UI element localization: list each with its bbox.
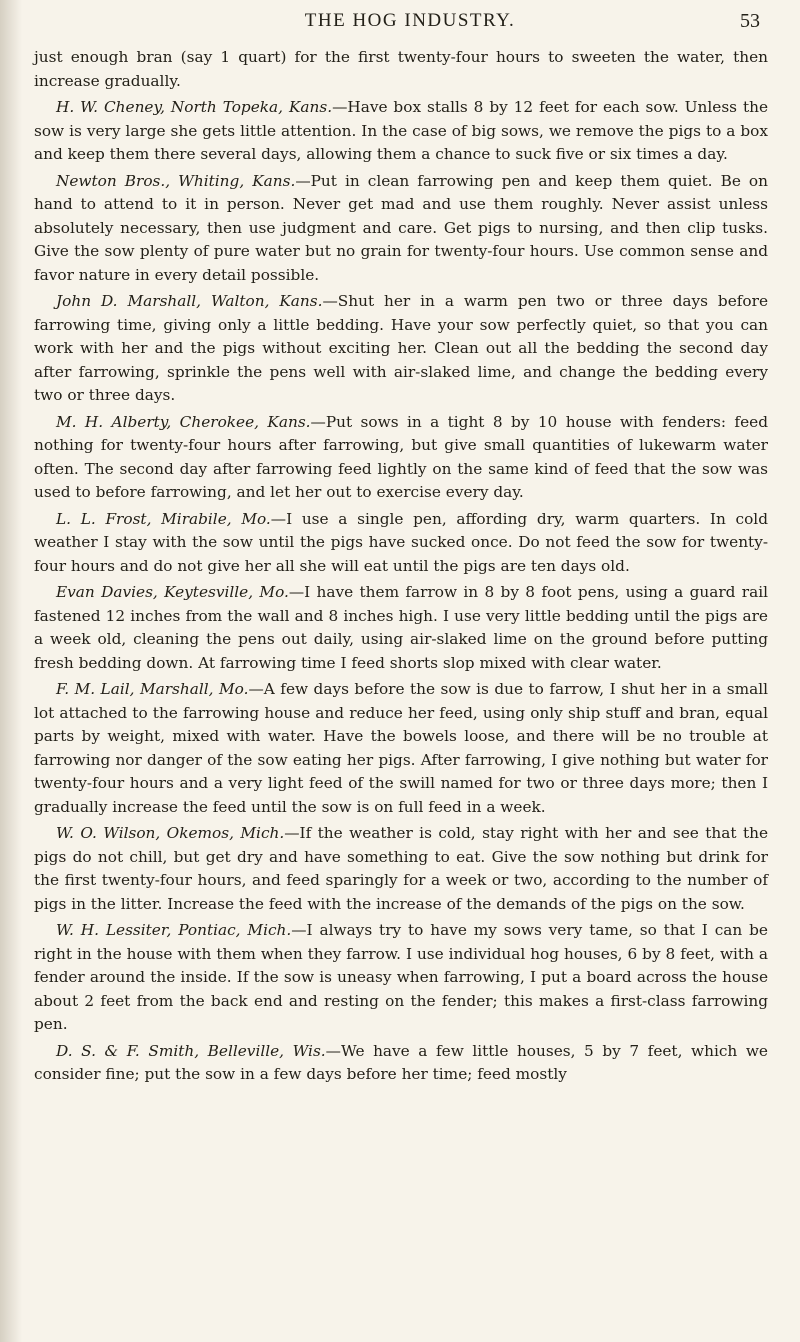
page-body <box>34 46 768 1090</box>
entry-paragraph <box>34 581 768 675</box>
entry-paragraph <box>34 1040 768 1087</box>
paragraph-text: —A few days before the sow is due to farrow, I shut her in a small lot attached to the farrowing house and reduce her feed, using only ship stuff and bran, equal parts by weight, mixed with water. Have the bowels loose, and there will be no trouble at farrowing nor danger of the sow eating her pigs. After farrowing, I give nothing but water for twenty-four hours and a very light feed of the swill named for two or three days more; then I gradually increase the feed until the sow is on full feed in a week. <box>34 680 768 816</box>
paragraph-text: —Put sows in a tight 8 by 10 house with fenders: feed nothing for twenty-four hours after farrowing, but give small quantities of lukewarm water often. The second day after farrowing feed lightly on the same kind of feed that the sow was used to before farrowing, and let her out to exercise every day. <box>34 412 768 501</box>
correspondent-name: Evan Davies, Keytesville, Mo. <box>56 583 289 601</box>
correspondent-name: M. H. Alberty, Cherokee, Kans. <box>56 412 311 431</box>
correspondent-name: W. H. Lessiter, Pontiac, Mich. <box>56 921 292 939</box>
entry-paragraph <box>34 678 768 819</box>
entry-paragraph <box>34 822 768 916</box>
opening-paragraph <box>34 46 768 93</box>
paragraph-text: —If the weather is cold, stay right with her and see that the pigs do not chill, but get dry and have something to eat. Give the sow nothing but drink for the first twenty-four hours, and feed sparingly for a week or two, according to the number of pigs in the litter. Increase the feed with the increase of the demands of the pigs on the sow. <box>34 824 768 913</box>
correspondent-name: H. W. Cheney, North Topeka, Kans. <box>56 98 333 116</box>
paragraph-text: —Have box stalls 8 by 12 feet for each sow. Unless the sow is very large she gets little attention. In the case of big sows, we remove the pigs to a box and keep them there several days, allowing them a chance to suck five or six times a day. <box>34 98 769 163</box>
entry-paragraph <box>34 290 768 408</box>
correspondent-name: John D. Marshall, Walton, Kans. <box>56 292 323 310</box>
paragraph-text: just enough bran (say 1 quart) for the first twenty-four hours to sweeten the water, then increase gradually. <box>34 48 768 90</box>
correspondent-name: W. O. Wilson, Okemos, Mich. <box>56 824 285 842</box>
running-title: THE HOG INDUSTRY. <box>304 10 516 31</box>
paragraph-text: —We have a few little houses, 5 by 7 feet, which we consider fine; put the sow in a few days before her time; feed mostly <box>34 1041 768 1083</box>
correspondent-name: D. S. & F. Smith, Belleville, Wis. <box>56 1041 326 1060</box>
entry-paragraph <box>34 919 768 1037</box>
entry-paragraph <box>34 96 768 167</box>
paragraph-text: —I always try to have my sows very tame, so that I can be right in the house with them when they farrow. I use individual hog houses, 6 by 8 feet, with a fender around the inside. If the sow is uneasy when farrowing, I put a board across the house about 2 feet from the back end and resting on the fender; this makes a first-class farrowing pen. <box>34 921 768 1033</box>
entry-paragraph <box>34 170 768 288</box>
paragraph-text: —Shut her in a warm pen two or three days before farrowing time, giving only a little bedding. Have your sow perfectly quiet, so that you can work with her and the pigs without exciting her. Clean out all the bedding the second day after farrowing, sprinkle the pens well with air-slaked lime, and change the bedding every two or three days. <box>34 292 768 404</box>
correspondent-name: Newton Bros., Whiting, Kans. <box>56 171 296 190</box>
page-header <box>0 10 800 40</box>
paragraph-text: —I use a single pen, affording dry, warm quarters. In cold weather I stay with the sow until the pigs have sucked once. Do not feed the sow for twenty-four hours and do not give her all she will eat until the pigs are ten days old. <box>34 509 768 575</box>
correspondent-name: L. L. Frost, Mirabile, Mo. <box>56 509 271 528</box>
correspondent-name: F. M. Lail, Marshall, Mo. <box>56 680 249 698</box>
paragraph-text: —Put in clean farrowing pen and keep them quiet. Be on hand to attend to it in person. Never get mad and use them roughly. Never assist unless absolutely necessary, then use judgment and care. Get pigs to nursing, and then clip tusks. Give the sow plenty of pure water but no grain for twenty-four hours. Use common sense and favor nature in every detail possible. <box>34 171 768 284</box>
page-number: 53 <box>740 10 760 32</box>
paragraph-text: —I have them farrow in 8 by 8 foot pens, using a guard rail fastened 12 inches from the wall and 8 inches high. I use very little bedding until the pigs are a week old, cleaning the pens out daily, using air-slaked lime on the ground before putting fresh bedding down. At farrowing time I feed shorts slop mixed with clear water. <box>34 583 768 672</box>
entry-paragraph <box>34 508 768 579</box>
entry-paragraph <box>34 411 768 505</box>
binding-shadow <box>0 0 22 1342</box>
